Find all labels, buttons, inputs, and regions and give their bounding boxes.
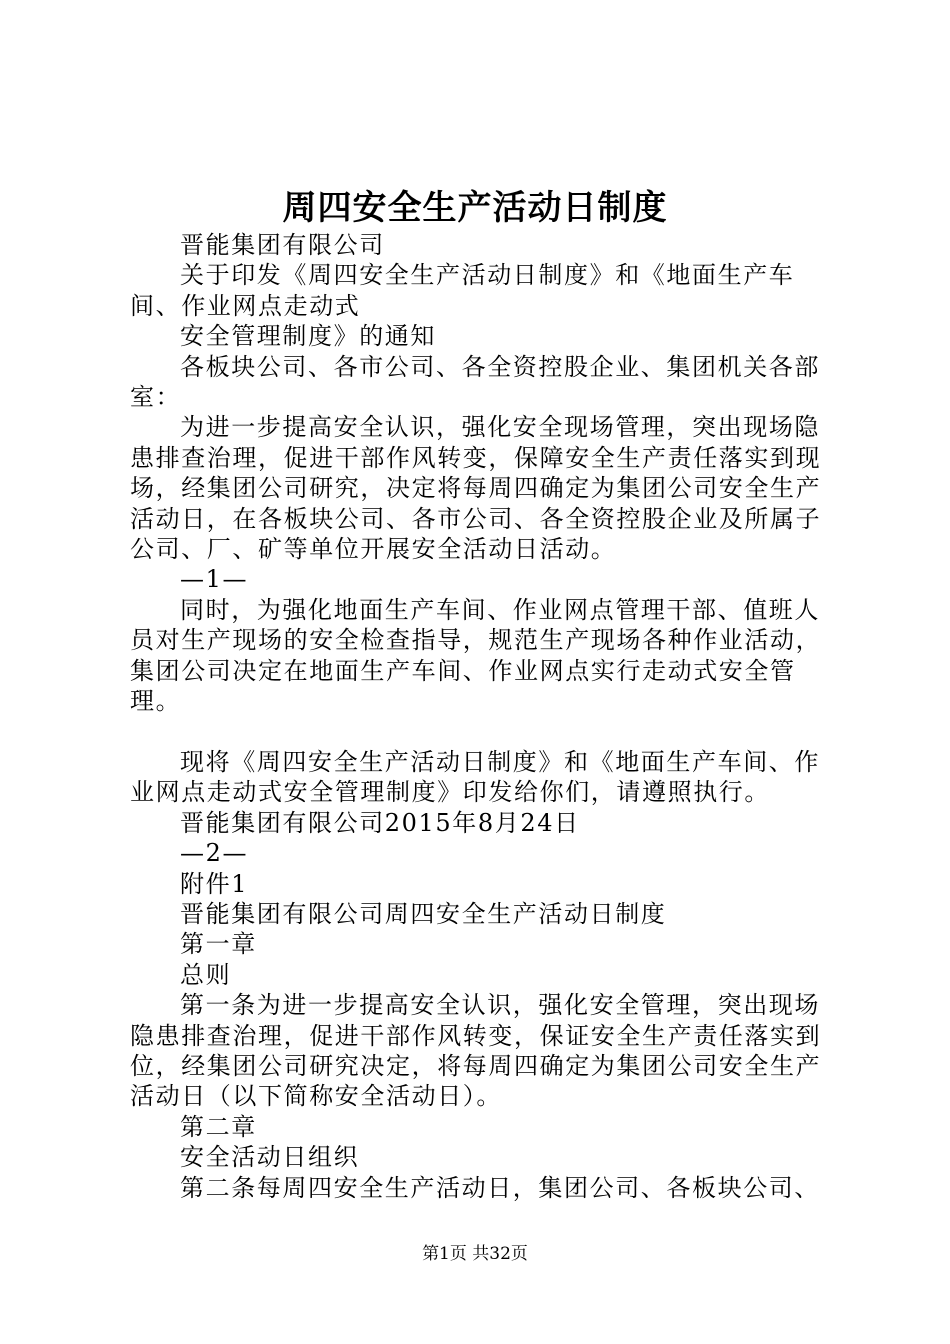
page-marker-2: —2— xyxy=(180,839,249,868)
article-1: 第一条为进一步提高安全认识，强化安全管理，突出现场隐患排查治理，促进干部作风转变，保证安全生产责任落实到位，经集团公司研究决定，将每周四确定为集团公司安全生产活动日（以下简称安全活动日）。 xyxy=(130,991,822,1111)
page-marker-1: —1— xyxy=(180,565,249,594)
org-name: 晋能集团有限公司 xyxy=(180,231,385,259)
page-indicator: 第1页 共32页 xyxy=(422,1244,528,1264)
notice-heading-line-1: 关于印发《周四安全生产活动日制度》和《地面生产车间、作业网点走动式 xyxy=(130,261,795,320)
blank-line xyxy=(130,717,845,747)
notice-heading-line-2: 安全管理制度》的通知 xyxy=(180,322,436,351)
chapter-1-title: 总则 xyxy=(180,960,232,989)
attachment-label: 附件1 xyxy=(180,869,249,898)
document-body xyxy=(130,230,845,1203)
attachment-title: 晋能集团有限公司周四安全生产活动日制度 xyxy=(180,899,667,928)
paragraph-walkthrough: 同时，为强化地面生产车间、作业网点管理干部、值班人员对生产现场的安全检查指导，规范生产现场各种作业活动，集团公司决定在地面生产车间、作业网点实行走动式安全管理。 xyxy=(130,595,822,716)
signature-date: 晋能集团有限公司2015年8月24日 xyxy=(180,808,580,837)
paragraph-issuance: 现将《周四安全生产活动日制度》和《地面生产车间、作业网点走动式安全管理制度》印发给你们，请遵照执行。 xyxy=(130,747,820,807)
article-2: 第二条每周四安全生产活动日，集团公司、各板块公司、 xyxy=(180,1173,820,1202)
document-title: 周四安全生产活动日制度 xyxy=(282,188,668,228)
recipients: 各板块公司、各市公司、各全资控股企业、集团机关各部室： xyxy=(130,352,820,412)
chapter-2-title: 安全活动日组织 xyxy=(180,1143,360,1172)
chapter-2-number: 第二章 xyxy=(180,1112,257,1141)
chapter-1-number: 第一章 xyxy=(180,930,257,959)
paragraph-purpose: 为进一步提高安全认识，强化安全现场管理，突出现场隐患排查治理，促进干部作风转变，保障安全生产责任落实到现场，经集团公司研究，决定将每周四确定为集团公司安全生产活动日，在各板块公司、各市公司、各全资控股企业及所属子公司、厂、矿等单位开展安全活动日活动。 xyxy=(130,413,822,564)
